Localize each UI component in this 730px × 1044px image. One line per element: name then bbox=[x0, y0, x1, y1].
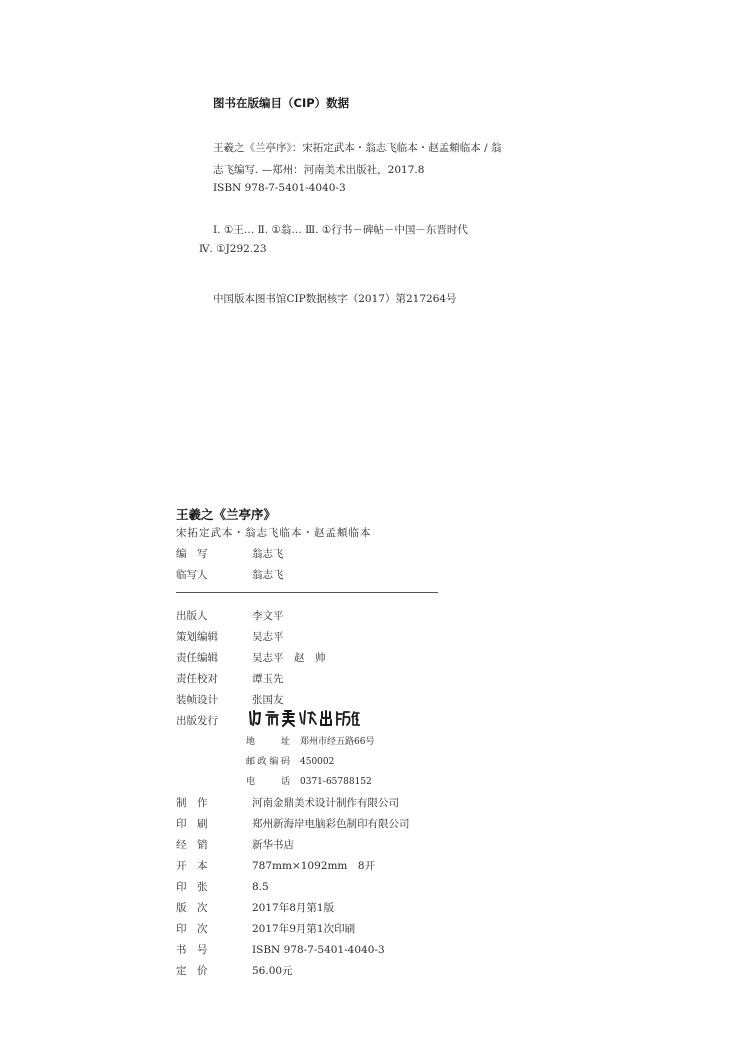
postcode-label: 邮政编码 bbox=[246, 757, 290, 767]
detail-value: 8.5 bbox=[252, 881, 269, 893]
credit-row-responsible-editor bbox=[176, 650, 326, 665]
credit-label: 装帧设计 bbox=[176, 694, 218, 706]
detail-row-sheets bbox=[176, 879, 269, 894]
detail-value: 2017年9月第1次印刷 bbox=[252, 923, 356, 935]
credit-row-publisher bbox=[176, 608, 284, 623]
postcode-value: 450002 bbox=[300, 757, 335, 767]
detail-label: 经 销 bbox=[176, 839, 208, 851]
detail-row-edition bbox=[176, 900, 334, 915]
detail-label: 定 价 bbox=[176, 965, 208, 977]
detail-value: 河南金鼎美术设计制作有限公司 bbox=[252, 797, 399, 809]
credit-row-designer bbox=[176, 692, 284, 707]
cip-heading: 图书在版编目（CIP）数据 bbox=[213, 96, 350, 110]
credit-label: 出版人 bbox=[176, 610, 208, 622]
credit-value: 翁志飞 bbox=[252, 548, 284, 560]
credit-value: 翁志飞 bbox=[252, 569, 284, 581]
credit-row-editor bbox=[176, 546, 284, 561]
credit-value: 吴志平 bbox=[252, 631, 284, 643]
cip-description-line-2: 志飞编写. —郑州：河南美术出版社，2017.8 bbox=[213, 164, 425, 176]
detail-label: 制 作 bbox=[176, 797, 208, 809]
cip-classification-line-1: Ⅰ. ①王… Ⅱ. ①翁… Ⅲ. ①行书－碑帖－中国－东晋时代 bbox=[213, 224, 468, 236]
postcode-row bbox=[246, 754, 334, 767]
credit-label: 编 写 bbox=[176, 548, 208, 560]
detail-row-format bbox=[176, 858, 375, 873]
detail-label: 书 号 bbox=[176, 944, 208, 956]
book-title: 王羲之《兰亭序》 bbox=[176, 507, 277, 522]
detail-row-impression bbox=[176, 921, 355, 936]
credit-row-proofreader bbox=[176, 671, 284, 686]
credit-row-distribution bbox=[176, 713, 246, 728]
credit-label: 出版发行 bbox=[176, 715, 218, 727]
credit-label: 责任校对 bbox=[176, 673, 218, 685]
credit-value: 吴志平 赵 帅 bbox=[252, 652, 326, 664]
detail-value: 787mm×1092mm 8开 bbox=[252, 860, 376, 872]
credit-label: 临写人 bbox=[176, 569, 208, 581]
phone-label: 电 话 bbox=[246, 777, 290, 787]
detail-row-distributor bbox=[176, 837, 294, 852]
cip-record-number: 中国版本图书馆CIP数据核字（2017）第217264号 bbox=[213, 293, 457, 305]
book-subtitle: 宋拓定武本・翁志飞临本・赵孟頫临本 bbox=[176, 527, 372, 539]
detail-value: 2017年8月第1版 bbox=[252, 902, 335, 914]
publisher-logo bbox=[248, 709, 360, 727]
detail-value: 56.00元 bbox=[252, 965, 293, 977]
credit-label: 责任编辑 bbox=[176, 652, 218, 664]
detail-value: ISBN 978-7-5401-4040-3 bbox=[252, 944, 385, 956]
credit-value: 谭玉先 bbox=[252, 673, 284, 685]
detail-row-production bbox=[176, 795, 399, 810]
phone-row bbox=[246, 774, 372, 787]
credit-row-planning-editor bbox=[176, 629, 284, 644]
address-row bbox=[246, 734, 374, 747]
credit-value: 李文平 bbox=[252, 610, 284, 622]
credit-label: 策划编辑 bbox=[176, 631, 218, 643]
detail-row-price bbox=[176, 963, 293, 978]
cip-description-line-1: 王羲之《兰亭序》：宋拓定武本・翁志飞临本・赵孟頫临本 / 翁 bbox=[213, 142, 502, 154]
detail-value: 郑州新海岸电脑彩色制印有限公司 bbox=[252, 818, 410, 830]
address-value: 郑州市经五路66号 bbox=[300, 737, 375, 747]
divider-line bbox=[176, 592, 438, 593]
detail-label: 印 张 bbox=[176, 881, 208, 893]
detail-label: 开 本 bbox=[176, 860, 208, 872]
detail-row-isbn bbox=[176, 942, 385, 957]
cip-isbn: ISBN 978-7-5401-4040-3 bbox=[213, 182, 346, 194]
credit-value: 张国友 bbox=[252, 694, 284, 706]
detail-row-printing bbox=[176, 816, 410, 831]
detail-label: 印 次 bbox=[176, 923, 208, 935]
detail-label: 版 次 bbox=[176, 902, 208, 914]
phone-value: 0371-65788152 bbox=[300, 777, 372, 787]
cip-classification-line-2: Ⅳ. ①J292.23 bbox=[199, 243, 267, 255]
address-label: 地 址 bbox=[246, 737, 290, 747]
detail-label: 印 刷 bbox=[176, 818, 208, 830]
detail-value: 新华书店 bbox=[252, 839, 294, 851]
credit-row-copyist bbox=[176, 567, 284, 582]
